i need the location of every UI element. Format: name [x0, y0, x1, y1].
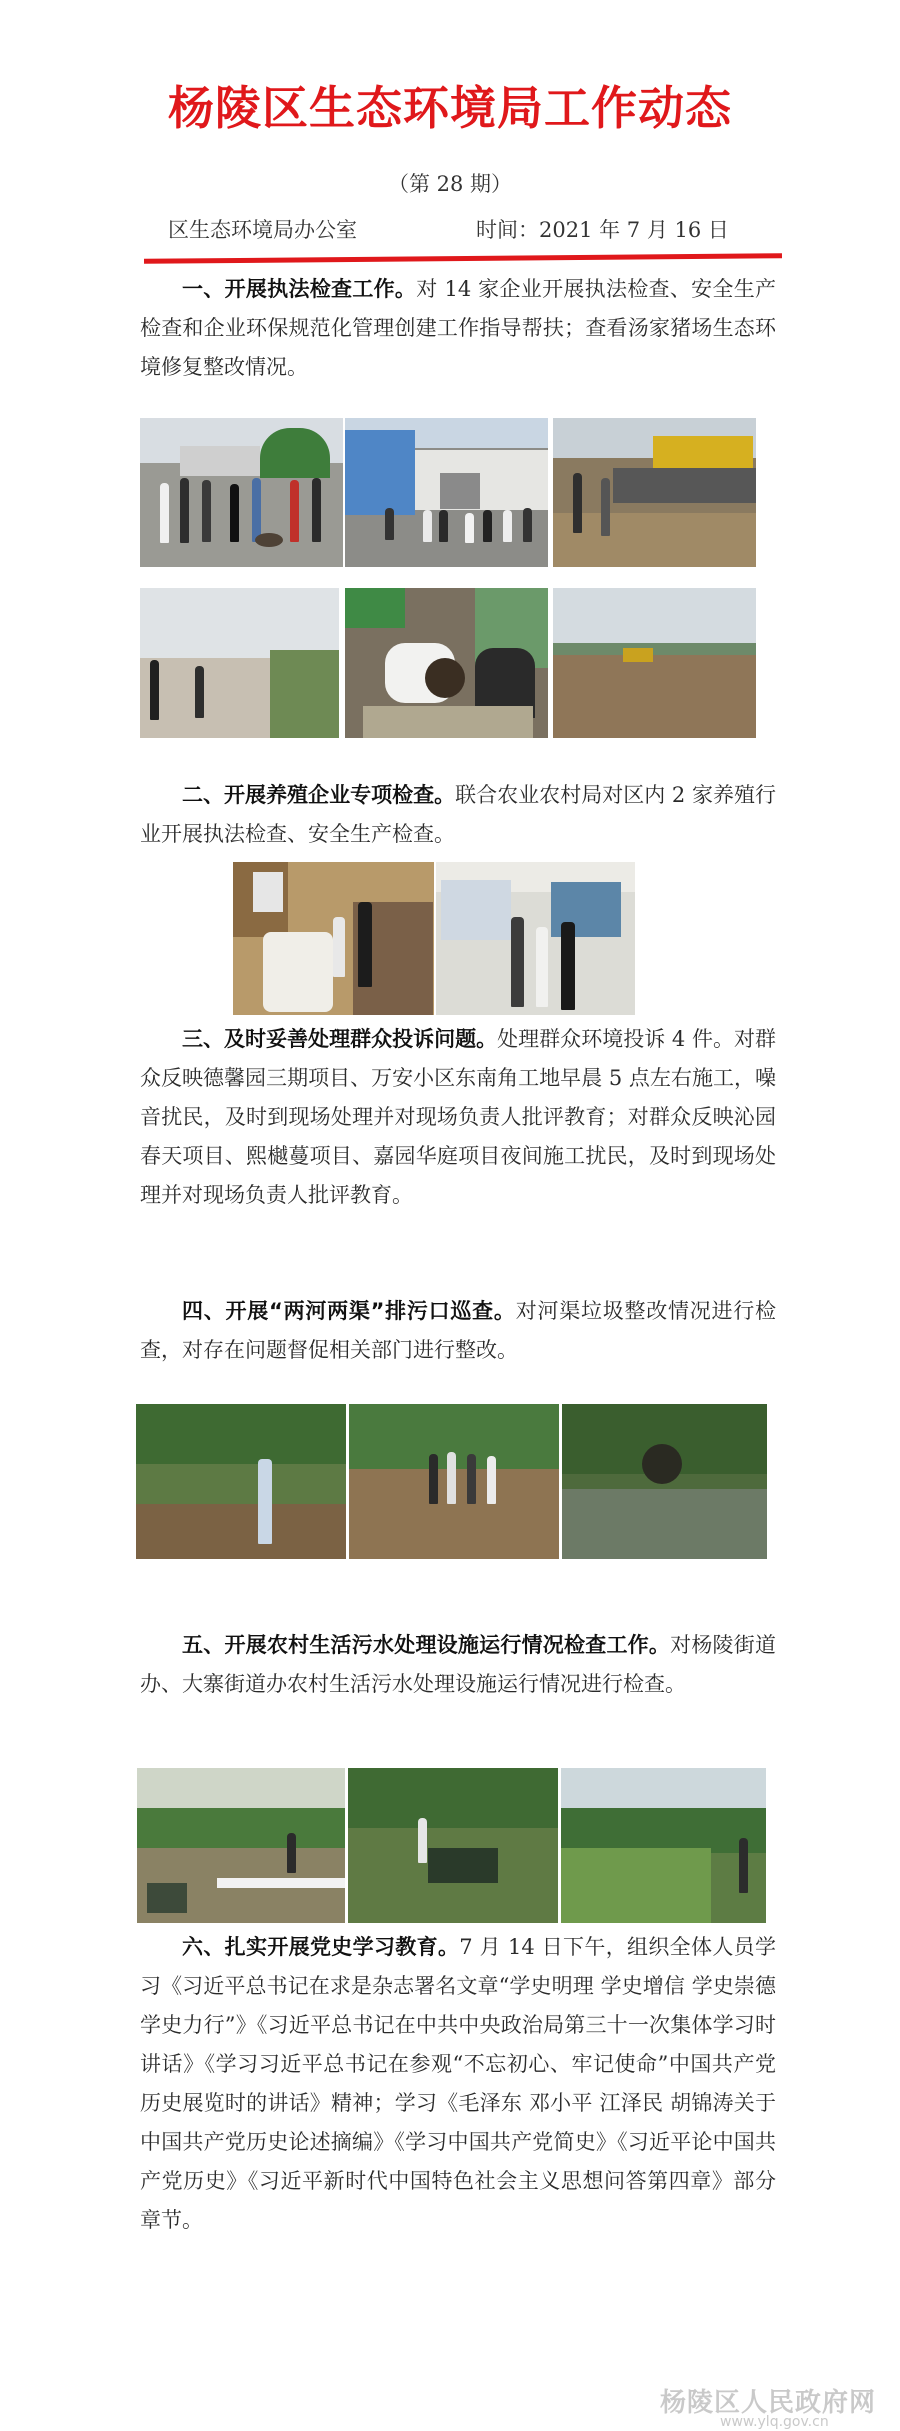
section-6-heading: 六、扎实开展党史学习教育。	[182, 1935, 460, 1959]
photo-sewage-2	[348, 1768, 558, 1923]
section-6	[140, 1928, 776, 2240]
photo-enforcement-2	[345, 418, 548, 567]
page-title: 杨陵区生态环境局工作动态	[168, 81, 732, 135]
section-2-heading: 二、开展养殖企业专项检查。	[182, 783, 456, 807]
section-6-body: 7 月 14 日下午，组织全体人员学习《习近平总书记在求是杂志署名文章“学史明理 学史增信 学史崇德 学史力行”》《习近平总书记在中共中央政治局第三十一次集体学习时讲话》《学习习近平总书记在参观“不忘初心、牢记使命”中国共产党历史展览时的讲话》精神；学习《毛泽东 邓小平 江泽民 胡锦涛关于中国共产党历史论述摘编》《学习中国共产党简史》《习近平论中国共产党历史》《习近平新时代中国特色社会主义思想问答第四章》部分章节。	[140, 1935, 776, 2232]
photo-enforcement-1	[140, 418, 343, 567]
section-1	[140, 270, 776, 387]
photo-sewage-3	[561, 1768, 766, 1923]
office-name: 区生态环境局办公室	[168, 218, 357, 242]
section-2-body: 联合农业农村局对区内 2 家养殖行业开展执法检查、安全生产检查。	[140, 783, 777, 846]
section-4-heading: 四、开展“两河两渠”排污口巡查。	[182, 1299, 516, 1323]
photo-farm-2	[436, 862, 635, 1015]
watermark-site-name: 杨陵区人民政府网	[660, 2388, 877, 2418]
header-divider	[144, 253, 782, 264]
photo-sewage-1	[137, 1768, 345, 1923]
watermark-url: www.ylq.gov.cn	[720, 2414, 829, 2430]
section-1-body: 对 14 家企业开展执法检查、安全生产检查和企业环保规范化管理创建工作指导帮扶；查看汤家猪场生态环境修复整改情况。	[140, 277, 776, 379]
section-3-heading: 三、及时妥善处理群众投诉问题。	[182, 1027, 498, 1051]
issue-number: （第 28 期）	[387, 172, 513, 196]
section-1-heading: 一、开展执法检查工作。	[182, 277, 417, 301]
photo-enforcement-5	[345, 588, 548, 738]
section-5-body: 对杨陵街道办、大寨街道办农村生活污水处理设施运行情况进行检查。	[140, 1633, 776, 1696]
photo-river-1	[136, 1404, 346, 1559]
photo-river-3	[562, 1404, 767, 1559]
photo-farm-1	[233, 862, 434, 1015]
section-4-body: 对河渠垃圾整改情况进行检查，对存在问题督促相关部门进行整改。	[140, 1299, 776, 1362]
section-4	[140, 1292, 776, 1370]
section-2	[140, 776, 776, 854]
publish-date: 时间：2021 年 7 月 16 日	[476, 218, 729, 242]
photo-river-2	[349, 1404, 559, 1559]
photo-enforcement-4	[140, 588, 339, 738]
section-5-heading: 五、开展农村生活污水处理设施运行情况检查工作。	[182, 1633, 671, 1657]
photo-enforcement-6	[553, 588, 756, 738]
photo-enforcement-3	[553, 418, 756, 567]
section-5	[140, 1626, 776, 1704]
section-3-body: 处理群众环境投诉 4 件。对群众反映德馨园三期项目、万安小区东南角工地早晨 5 点左右施工，噪音扰民，及时到现场处理并对现场负责人批评教育；对群众反映沁园春天项目、熙樾蔓项目、嘉园华庭项目夜间施工扰民，及时到现场处理并对现场负责人批评教育。	[140, 1027, 776, 1207]
section-3	[140, 1020, 776, 1215]
